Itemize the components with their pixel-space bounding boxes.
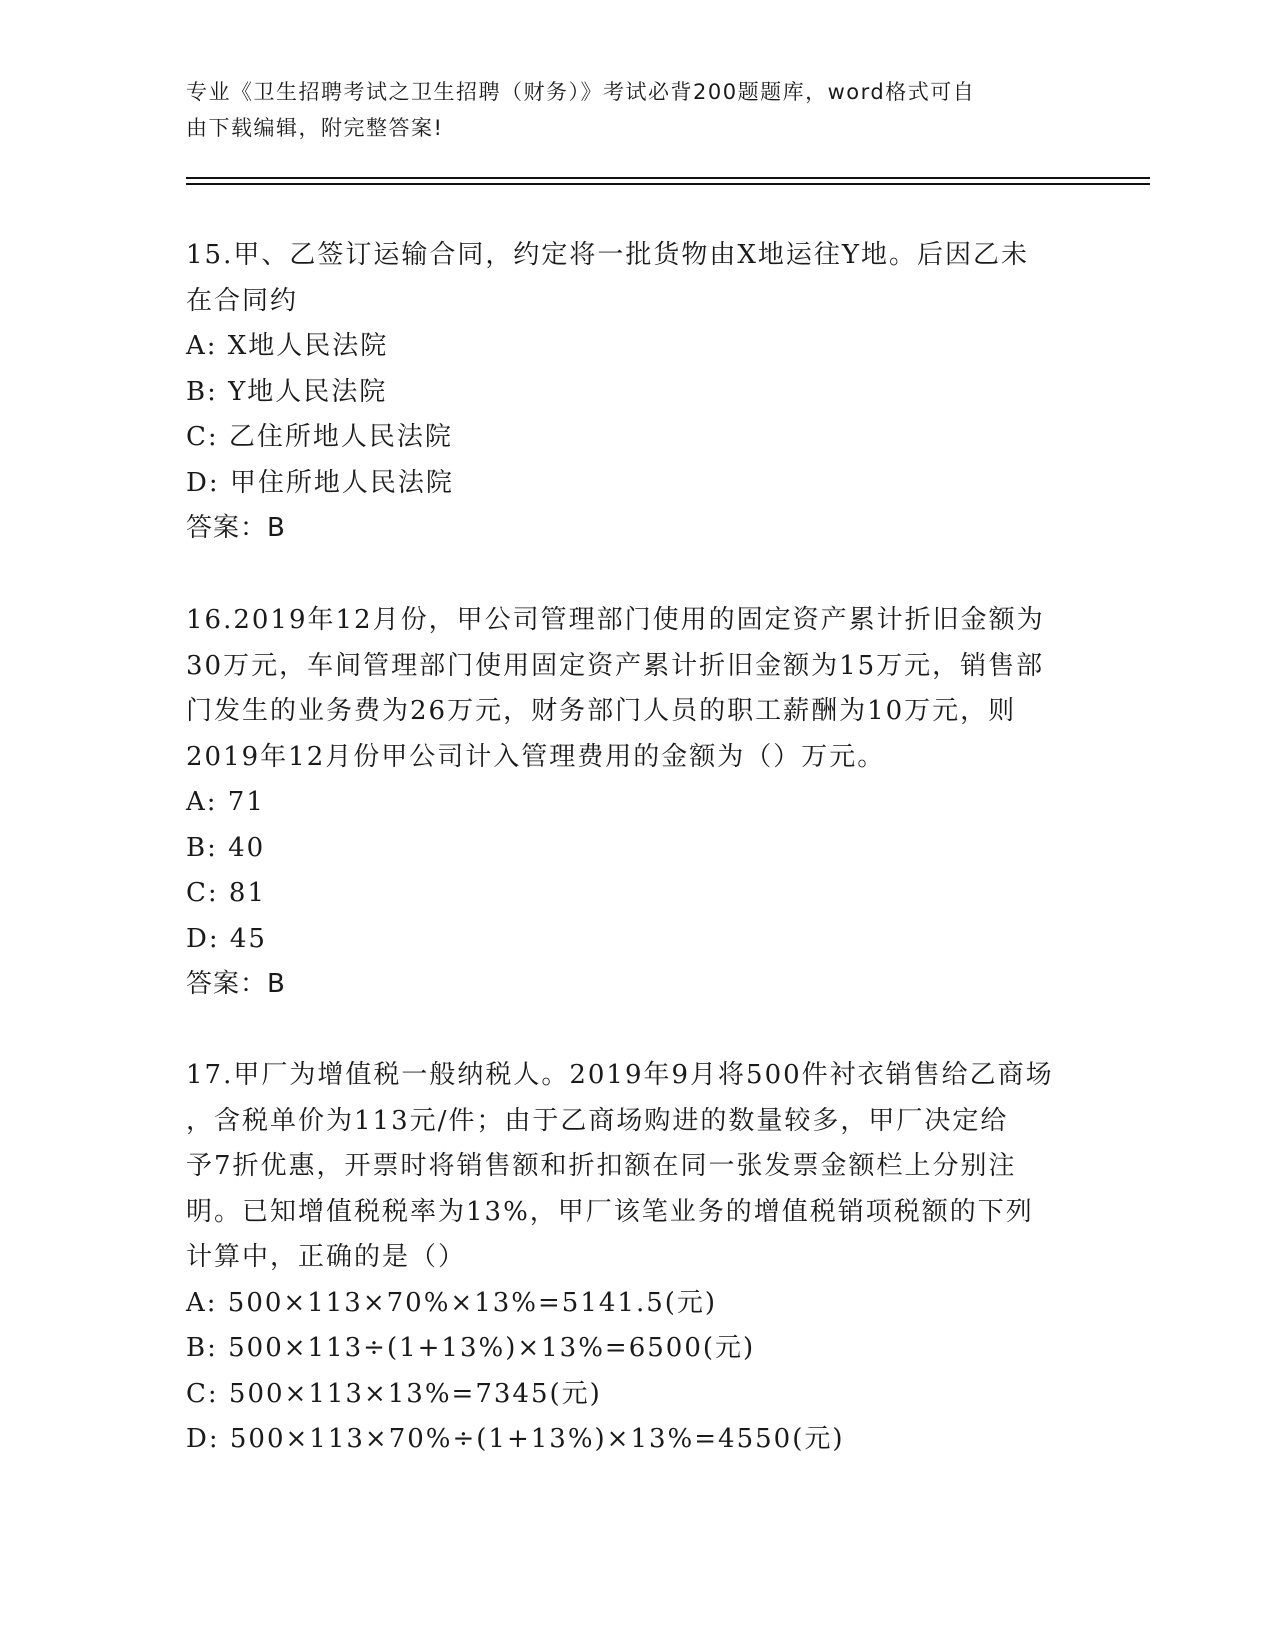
question-stem-line: 明。已知增值税税率为13%，甲厂该笔业务的增值税销项税额的下列 xyxy=(186,1196,1034,1227)
question-16 xyxy=(186,598,1086,1008)
option-d: D: 500×113×70%÷(1+13%)×13%=4550(元) xyxy=(186,1424,845,1454)
answer-line: 答案：B xyxy=(186,969,286,999)
document-header xyxy=(186,74,1066,146)
question-17 xyxy=(186,1053,1086,1463)
option-a: A: 71 xyxy=(186,787,265,817)
question-stem-line: 2019年12月份甲公司计入管理费用的金额为（）万元。 xyxy=(186,741,886,772)
question-stem-line: 16.2019年12月份，甲公司管理部门使用的固定资产累计折旧金额为 xyxy=(186,605,1045,635)
answer-line: 答案：B xyxy=(186,513,286,543)
question-15 xyxy=(186,233,1086,552)
question-stem-line: 17.甲厂为增值税一般纳税人。2019年9月将500件衬衣销售给乙商场 xyxy=(186,1060,1054,1090)
option-a: A: 500×113×70%×13%=5141.5(元) xyxy=(186,1287,718,1318)
header-line-1: 专业《卫生招聘考试之卫生招聘（财务）》考试必背200题题库，word格式可自 xyxy=(186,80,976,104)
option-a: A: X地人民法院 xyxy=(186,331,389,361)
option-c: C: 500×113×13%=7345(元) xyxy=(186,1378,602,1409)
option-c: C: 81 xyxy=(186,878,267,908)
header-divider-bottom xyxy=(186,183,1150,185)
option-b: B: 500×113÷(1+13%)×13%=6500(元) xyxy=(186,1333,756,1363)
option-b: B: 40 xyxy=(186,832,266,863)
header-line-2: 由下载编辑，附完整答案! xyxy=(186,116,444,140)
question-stem-line: 门发生的业务费为26万元，财务部门人员的职工薪酬为10万元，则 xyxy=(186,696,1017,726)
option-d: D: 45 xyxy=(186,923,267,954)
option-c: C: 乙住所地人民法院 xyxy=(186,422,453,452)
option-d: D: 甲住所地人民法院 xyxy=(186,467,454,498)
question-stem-line: 予7折优惠，开票时将销售额和折扣额在同一张发票金额栏上分别注 xyxy=(186,1151,1017,1181)
question-stem-line: 15.甲、乙签订运输合同，约定将一批货物由X地运往Y地。后因乙未 xyxy=(186,240,1030,270)
header-divider-top xyxy=(186,177,1150,179)
question-stem-line: 在合同约 xyxy=(186,285,299,316)
question-stem-line: 计算中，正确的是（） xyxy=(186,1242,467,1272)
question-stem-line: ，含税单价为113元/件；由于乙商场购进的数量较多，甲厂决定给 xyxy=(186,1105,1009,1136)
option-b: B: Y地人民法院 xyxy=(186,376,388,407)
question-stem-line: 30万元，车间管理部门使用固定资产累计折旧金额为15万元，销售部 xyxy=(186,650,1045,681)
